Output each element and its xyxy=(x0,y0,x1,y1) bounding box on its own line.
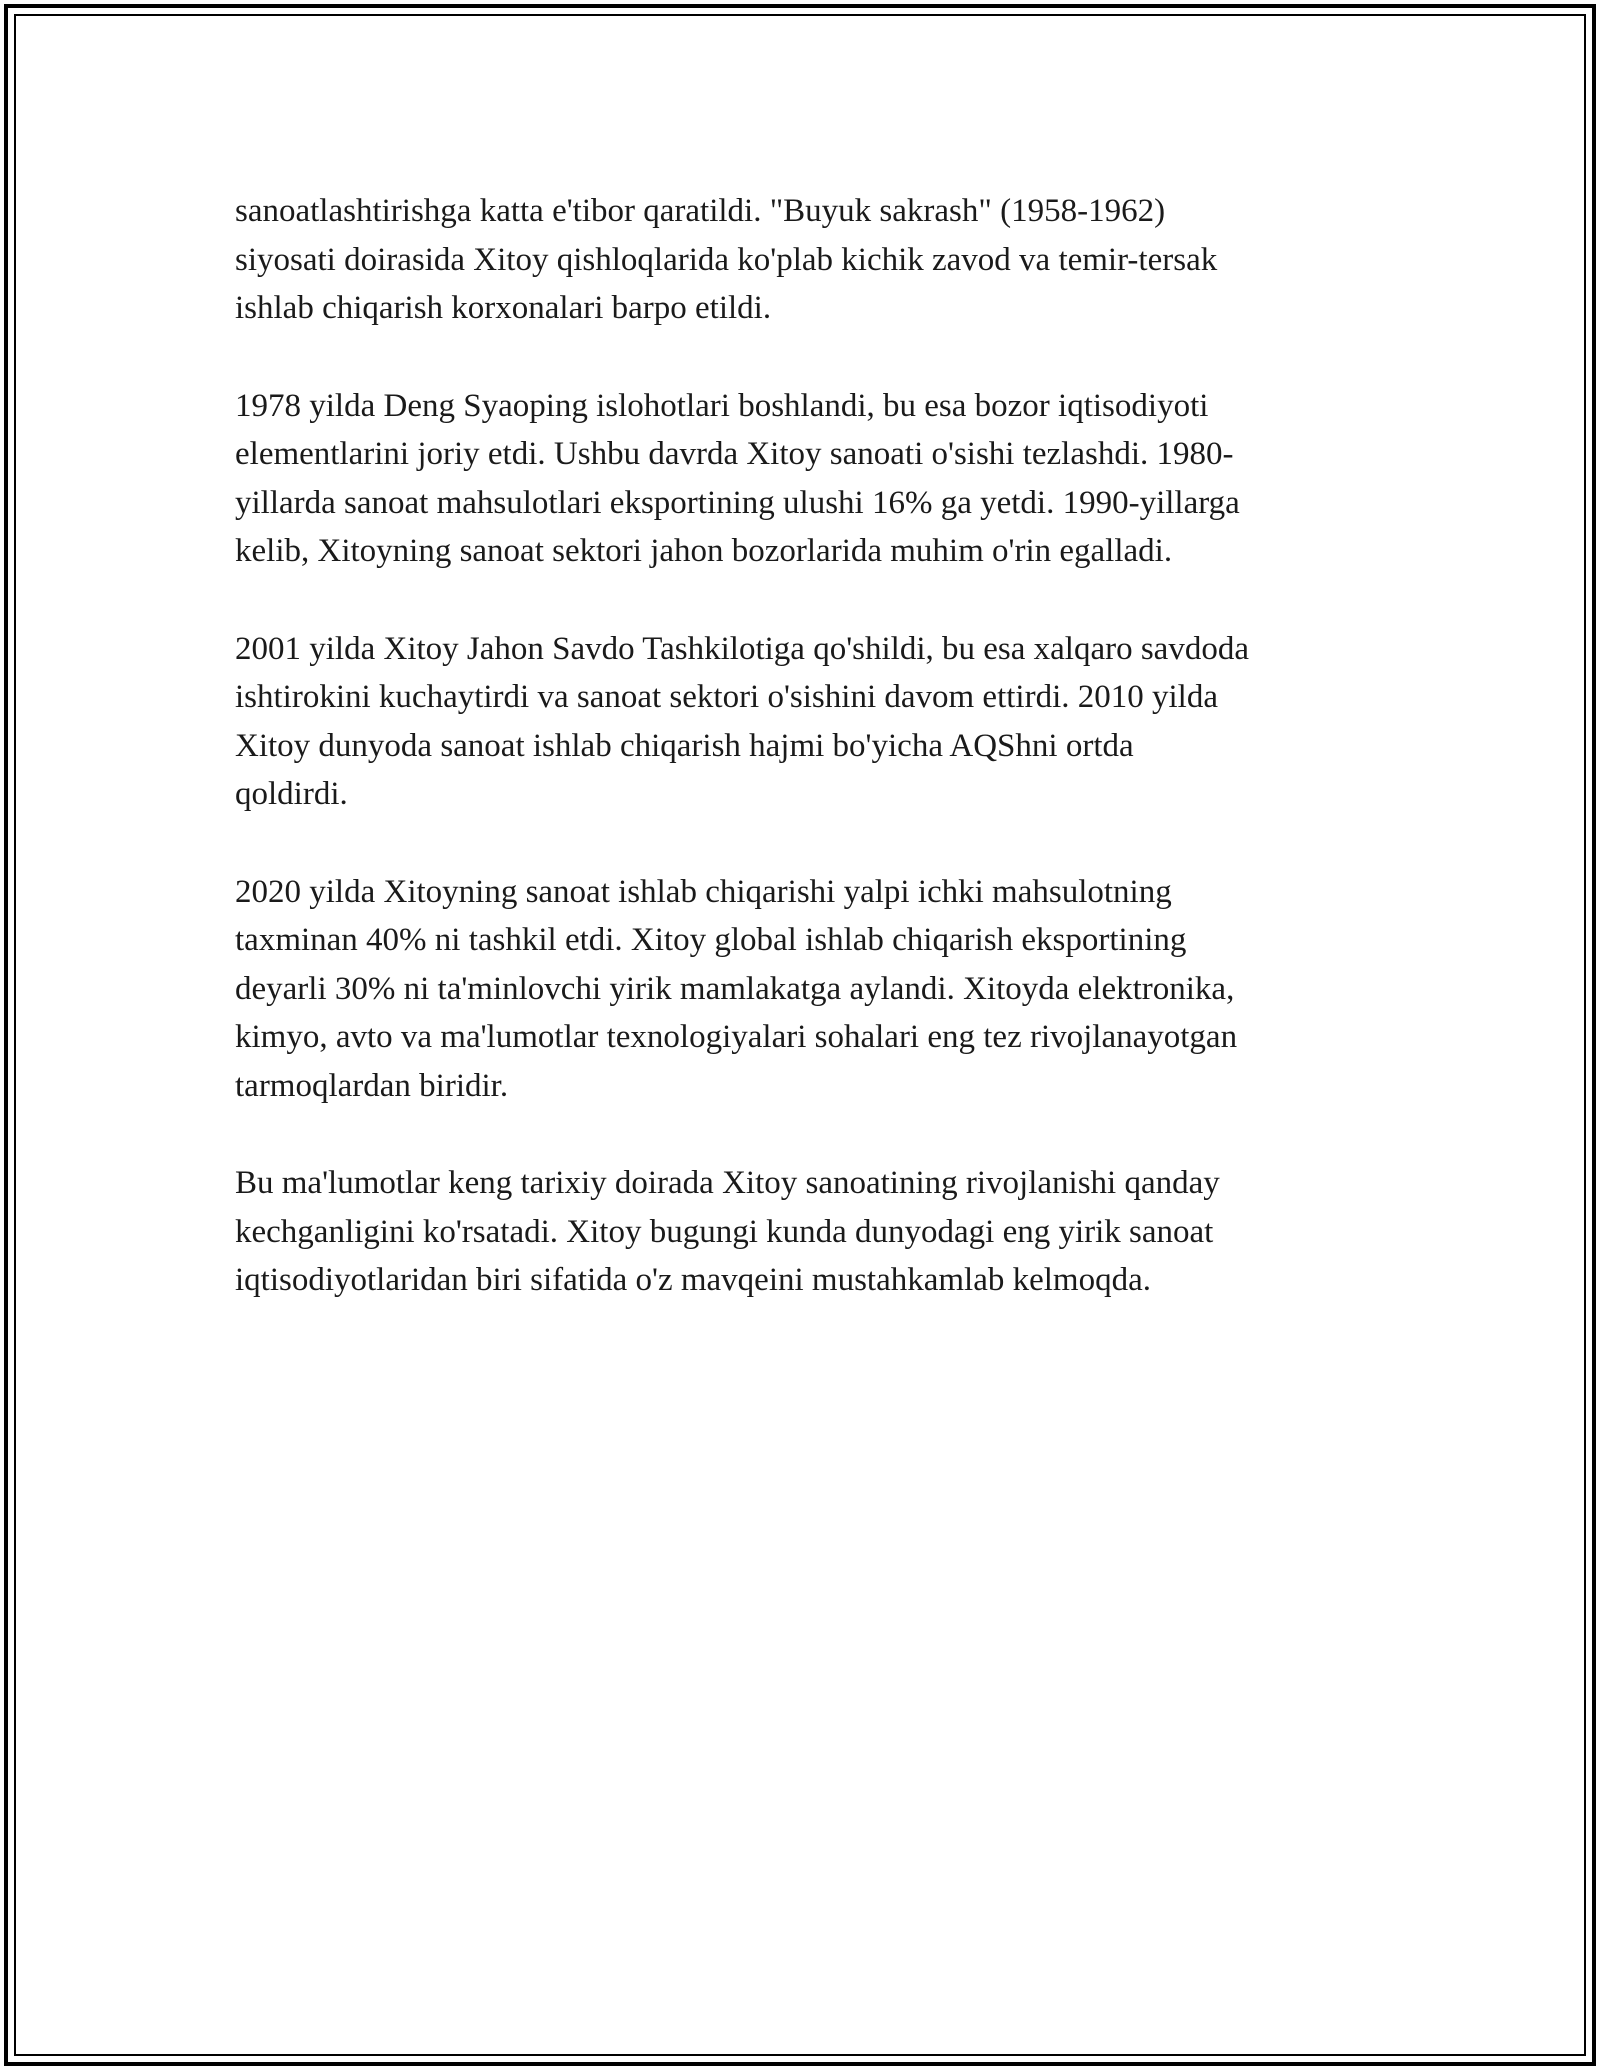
text-line: 2001 yilda Xitoy Jahon Savdo Tashkilotiga qo'shildi, bu esa xalqaro savdoda xyxy=(235,630,1249,667)
text-line: taxminan 40% ni tashkil etdi. Xitoy global ishlab chiqarish eksportining xyxy=(235,922,1187,958)
text-line: qoldirdi. xyxy=(235,776,348,812)
text-line: Xitoy dunyoda sanoat ishlab chiqarish hajmi bo'yicha AQShni ortda xyxy=(235,727,1134,764)
text-line: siyosati doirasida Xitoy qishloqlarida ko'plab kichik zavod va temir-tersak xyxy=(235,241,1218,278)
paragraph-4 xyxy=(235,868,1385,1111)
text-line: ishtirokini kuchaytirdi va sanoat sektori o'sishini davom ettirdi. 2010 yilda xyxy=(235,679,1218,715)
text-line: 1978 yilda Deng Syaoping islohotlari boshlandi, bu esa bozor iqtisodiyoti xyxy=(235,387,1209,424)
text-line: deyarli 30% ni ta'minlovchi yirik mamlakatga aylandi. Xitoyda elektronika, xyxy=(235,970,1235,1007)
text-line: kelib, Xitoyning sanoat sektori jahon bozorlarida muhim o'rin egalladi. xyxy=(235,533,1173,569)
text-line: 2020 yilda Xitoyning sanoat ishlab chiqarishi yalpi ichki mahsulotning xyxy=(235,873,1172,910)
paragraph-2 xyxy=(235,382,1385,576)
text-line: yillarda sanoat mahsulotlari eksportining ulushi 16% ga yetdi. 1990-yillarga xyxy=(235,484,1240,521)
text-line: tarmoqlardan biridir. xyxy=(235,1067,509,1104)
text-line: ishlab chiqarish korxonalari barpo etildi. xyxy=(235,290,772,326)
text-line: elementlarini joriy etdi. Ushbu davrda Xitoy sanoati o'sishi tezlashdi. 1980- xyxy=(235,436,1234,472)
paragraph-5 xyxy=(235,1159,1385,1305)
text-line: kechganligini ko'rsatadi. Xitoy bugungi kunda dunyodagi eng yirik sanoat xyxy=(235,1213,1214,1250)
document-body xyxy=(235,187,1385,1354)
text-line: kimyo, avto va ma'lumotlar texnologiyalari sohalari eng tez rivojlanayotgan xyxy=(235,1019,1238,1055)
text-line: iqtisodiyotlaridan biri sifatida o'z mavqeini mustahkamlab kelmoqda. xyxy=(235,1262,1151,1298)
text-line: Bu ma'lumotlar keng tarixiy doirada Xitoy sanoatining rivojlanishi qanday xyxy=(235,1165,1220,1201)
paragraph-3 xyxy=(235,625,1385,819)
text-line: sanoatlashtirishga katta e'tibor qaratildi. "Buyuk sakrash" (1958-1962) xyxy=(235,193,1166,229)
paragraph-1 xyxy=(235,187,1385,333)
